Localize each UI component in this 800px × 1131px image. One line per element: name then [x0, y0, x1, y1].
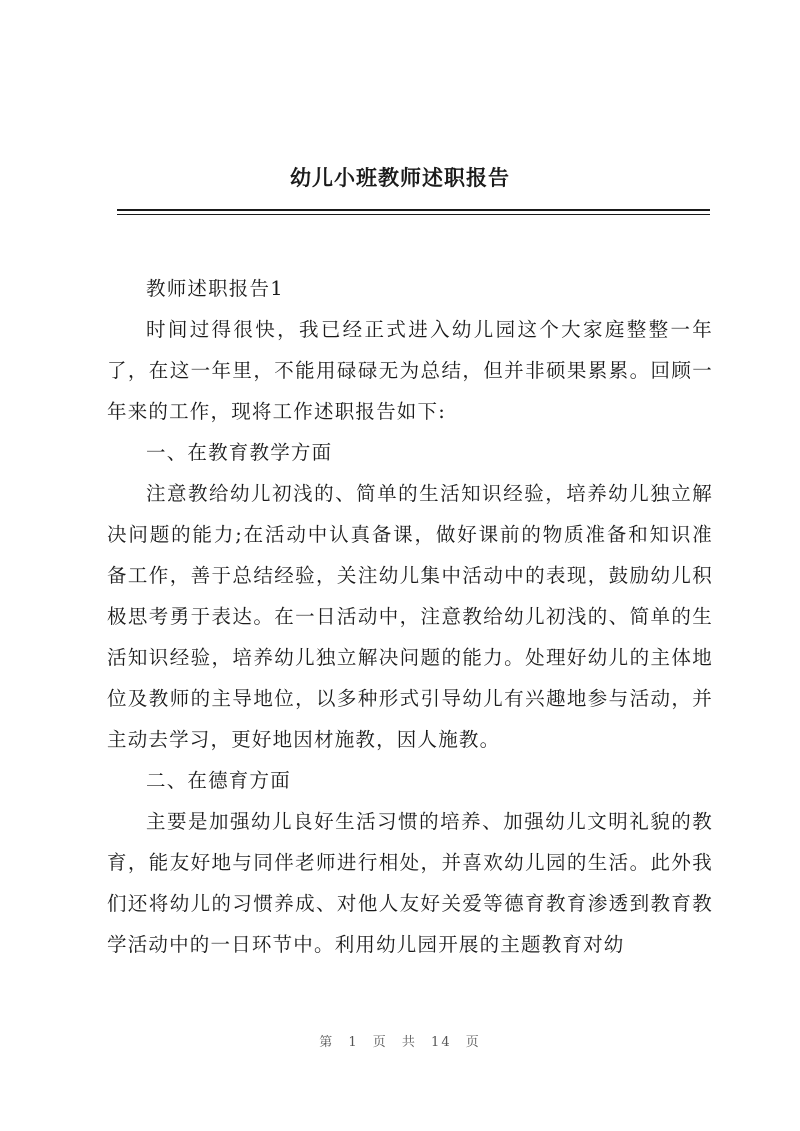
- paragraph: 时间过得很快，我已经正式进入幼儿园这个大家庭整整一年了，在这一年里，不能用碌碌无为总结，但并非硕果累累。回顾一年来的工作，现将工作述职报告如下:: [107, 318, 713, 423]
- paragraph: 主要是加强幼儿良好生活习惯的培养、加强幼儿文明礼貌的教育，能友好地与同伴老师进行相处，并喜欢幼儿园的生活。此外我们还将幼儿的习惯养成、对他人友好关爱等德育教育渗透到教育教学活动中的一日环节中。利用幼儿园开展的主题教育对幼: [107, 810, 713, 956]
- document-title: 幼儿小班教师述职报告: [290, 165, 510, 190]
- paragraph: 注意教给幼儿初浅的、简单的生活知识经验，培养幼儿独立解决问题的能力;在活动中认真备课，做好课前的物质准备和知识准备工作，善于总结经验，关注幼儿集中活动中的表现，鼓励幼儿积极思考勇于表达。在一日活动中，注意教给幼儿初浅的、简单的生活知识经验，培养幼儿独立解决问题的能力。处理好幼儿的主体地位及教师的主导地位，以多种形式引导幼儿有兴趣地参与活动，并主动去学习，更好地因材施教，因人施教。: [107, 482, 713, 751]
- section-heading: 二、在德育方面: [146, 769, 291, 792]
- title-divider-thick: [117, 209, 710, 211]
- section-heading: 一、在教育教学方面: [146, 441, 333, 464]
- title-divider-thin: [117, 214, 710, 215]
- section-heading: 教师述职报告1: [146, 277, 284, 300]
- page-number: 第 1 页 共 14 页: [319, 1035, 481, 1050]
- document-body: [107, 268, 713, 965]
